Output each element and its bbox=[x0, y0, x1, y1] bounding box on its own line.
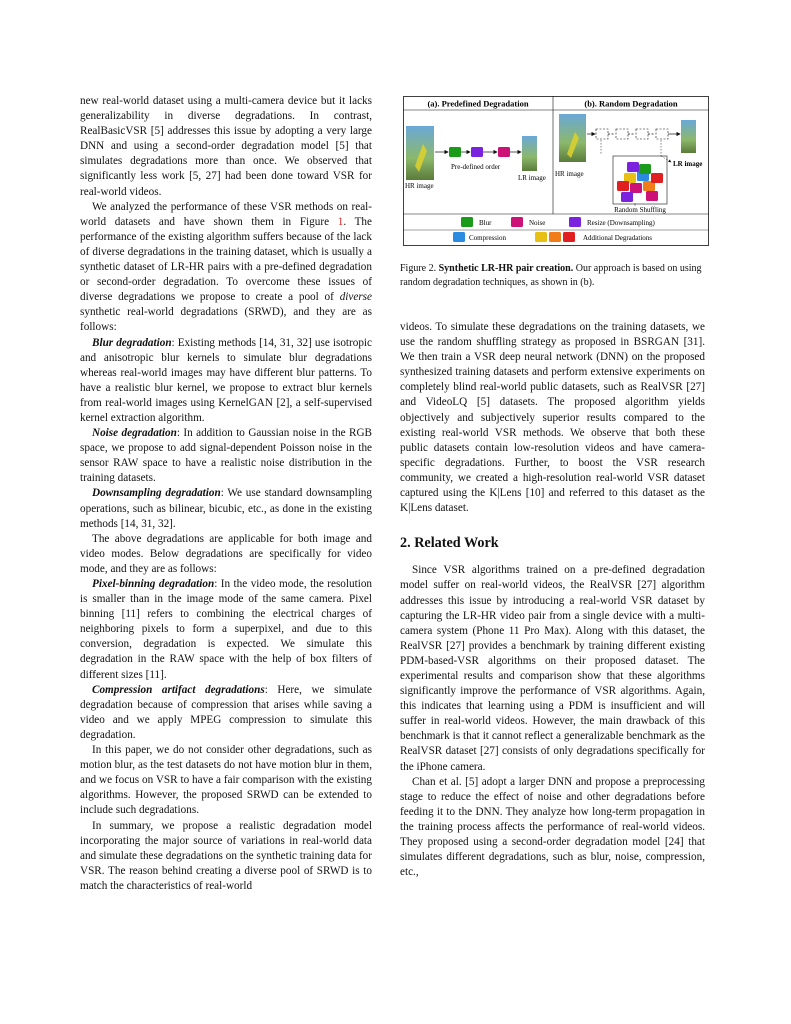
caption-text: Our approach is based on using random degradation techniques, as shown in (b). bbox=[400, 263, 702, 288]
figure-2-diagram bbox=[403, 96, 709, 246]
paragraph: In summary, we propose a realistic degradation model incorporating the major source of variations in real-world data and simulate these degradations on the synthetic training data for VSR. The reason behind creating a diverse pool of SRWD is to match the characteristics of real-world bbox=[80, 819, 372, 892]
figure-caption bbox=[400, 262, 706, 290]
blur-block bbox=[449, 147, 461, 157]
noise-block bbox=[498, 147, 510, 157]
lr-image-thumbnail-b bbox=[681, 120, 696, 153]
text: : In addition to Gaussian noise in the RGB space, we propose to add signal-dependent Poisson noise in the sensor RAW space to have a realistic noise distribution in the training datasets. bbox=[80, 427, 373, 485]
run-in-title: Blur degradation bbox=[92, 336, 172, 349]
legend-blur: Blur bbox=[479, 219, 492, 227]
caption-label: Figure 2. bbox=[400, 263, 439, 274]
run-in-title: Pixel-binning degradation bbox=[92, 578, 215, 590]
right-column bbox=[400, 320, 705, 880]
text: : Here, we simulate degradation because of compression that arises while saving a video and we apply MPEG compression to simulate this degradation. bbox=[80, 683, 372, 741]
panel-a-label: (a). Predefined Degradation bbox=[427, 98, 529, 109]
paragraph: Since VSR algorithms trained on a pre-defined degradation model suffer on real-world videos, the RealVSR [27] algorithm addresses this issue by introducing a real-world VSR dataset by capturing the LR-HR video pair from a single device with a multi-camera system (Phone 11 Pro Max). Along with this dataset, the RealVSR [27] provides a benchmark by training different existing PDM-based-VSR algorithms on their proposed dataset. The experimental results and comparison show that these algorithms significantly improve the performance of VSR algorithms. Again, this indicates that learning using a PDM is insufficient and will suffer in real-world videos. However, the main drawback of this benchmark is that it cannot reflect a generalizable benchmark as the RealVSR dataset [27] consists of only degradations specifically for the iPhone camera. bbox=[400, 564, 705, 773]
predefined-order-label: Pre-defined order bbox=[451, 163, 501, 171]
legend-additional-orange bbox=[549, 232, 561, 242]
lr-image-label-b: LR image bbox=[673, 160, 703, 168]
panel-b-label: (b). Random Degradation bbox=[584, 98, 678, 109]
paragraph bbox=[80, 486, 372, 531]
run-in-title: Compression artifact degradations bbox=[92, 683, 265, 696]
text: We analyzed the performance of these VSR methods on real-world datasets and have shown them in Figure bbox=[80, 200, 372, 228]
legend-additional: Additional Degradations bbox=[583, 234, 653, 242]
paragraph: videos. To simulate these degradations on the training datasets, we use the random shuffling strategy as proposed in BSRGAN [31]. We then train a VSR deep neural network (DNN) on the proposed synthesized training datasets and perform extensive experiments on completely blind real-world public datasets, such as RealVSR [27] and VideoLQ [5] datasets. The proposed algorithm yields objectively and subjectively superior results compared to the existing real-world VSR methods. We observe that both these public datasets contain low-resolution videos and have camera-specific degradations. Further, to boost the VSR research community, we created a high-resolution real-world VSR dataset captured using the K|Lens [10] and referred to this dataset as the K|Lens dataset. bbox=[400, 321, 705, 515]
lr-image-thumbnail-a bbox=[522, 136, 537, 171]
run-in-title: Noise degradation bbox=[92, 427, 177, 440]
figure-link[interactable]: 1 bbox=[337, 215, 344, 228]
section-heading: 2. Related Work bbox=[400, 535, 499, 552]
text: : In the video mode, the resolution is smaller than in the image mode of the same camera. Pixel binning [11] refers to combining the electrical charges of neighboring pixels to form a superpixel, and due to this conversion, degradation is expected. We simulate this degradation in the RAW space with the help of box filters of different sizes [11]. bbox=[80, 578, 373, 681]
emphasis: diverse bbox=[339, 291, 372, 304]
hr-image-thumbnail-b bbox=[559, 114, 586, 162]
text: synthetic real-world degradations (SRWD), and they are as follows: bbox=[80, 306, 372, 334]
legend-compression-swatch bbox=[453, 232, 465, 242]
legend-noise: Noise bbox=[529, 219, 546, 227]
paragraph bbox=[80, 426, 372, 486]
legend-blur-swatch bbox=[461, 217, 473, 227]
legend-additional-yellow bbox=[535, 232, 547, 242]
legend-noise-swatch bbox=[511, 217, 523, 227]
text: : Existing methods [14, 31, 32] use isotropic and anisotropic blur kernels to simulate blur degradations whereas real-world images may have different blur patterns. To have a realistic blur kernel, we propose to extract blur kernels from real-world images using KernelGAN [2], a self-supervised kernel extraction algorithm. bbox=[80, 336, 373, 424]
lr-image-label-a: LR image bbox=[518, 174, 546, 182]
paragraph: The above degradations are applicable for both image and video modes. Below degradations are specifically for video mode, and they are as follows: bbox=[80, 532, 372, 575]
random-shuffling-label: Random Shuffling bbox=[614, 206, 666, 214]
legend-compression: Compression bbox=[469, 234, 506, 242]
legend-resize: Resize (Downsampling) bbox=[587, 219, 655, 227]
legend-resize-swatch bbox=[569, 217, 581, 227]
paragraph bbox=[80, 577, 372, 683]
hr-image-label-a: HR image bbox=[405, 182, 434, 190]
left-column bbox=[80, 94, 372, 894]
paragraph bbox=[80, 336, 372, 427]
run-in-title: Downsampling degradation bbox=[92, 487, 221, 500]
paragraph: Chan et al. [5] adopt a larger DNN and propose a preprocessing stage to reduce the effect of noise and other degradations before feeding it to the DNN. They analyze how long-term propagation in the training process affects the performance of real-world videos. They proposed using a second-order degradation model [24] that simulates different degradations, such as blur, noise, compression, etc., bbox=[400, 775, 705, 879]
paragraph bbox=[80, 200, 372, 336]
text: : We use standard downsampling operations, such as bilinear, bicubic, etc., as done in the existing methods [14, 31, 32]. bbox=[80, 487, 372, 530]
paragraph: In this paper, we do not consider other degradations, such as motion blur, as the test datasets do not have motion blur in them, and we focus on VSR to have a fair comparison with the existing algorithms. However, the proposed SRWD can be extended to include such degradations. bbox=[80, 744, 372, 817]
paragraph bbox=[80, 683, 372, 743]
caption-title: Synthetic LR-HR pair creation. bbox=[438, 263, 574, 274]
text: . The performance of the existing algorithm suffers because of the lack of diverse degradations in the training dataset, which is usually a synthetic dataset of LR-HR pairs with a pre-defined degradation or second-order degradation. To overcome these issues of diverse degradations we propose to create a pool of bbox=[80, 215, 372, 304]
paragraph: new real-world dataset using a multi-camera device but it lacks generalizability in diverse degradations. In contrast, RealBasicVSR [5] addresses this issue by adopting a very large DNN and using a second-order degradation model [5] that simulates degradations more than once. We observed that significantly less work [5, 27] had been done toward VSR for real-world videos. bbox=[80, 95, 372, 198]
legend-additional-red bbox=[563, 232, 575, 242]
hr-image-label-b: HR image bbox=[555, 170, 584, 178]
resize-block bbox=[471, 147, 483, 157]
